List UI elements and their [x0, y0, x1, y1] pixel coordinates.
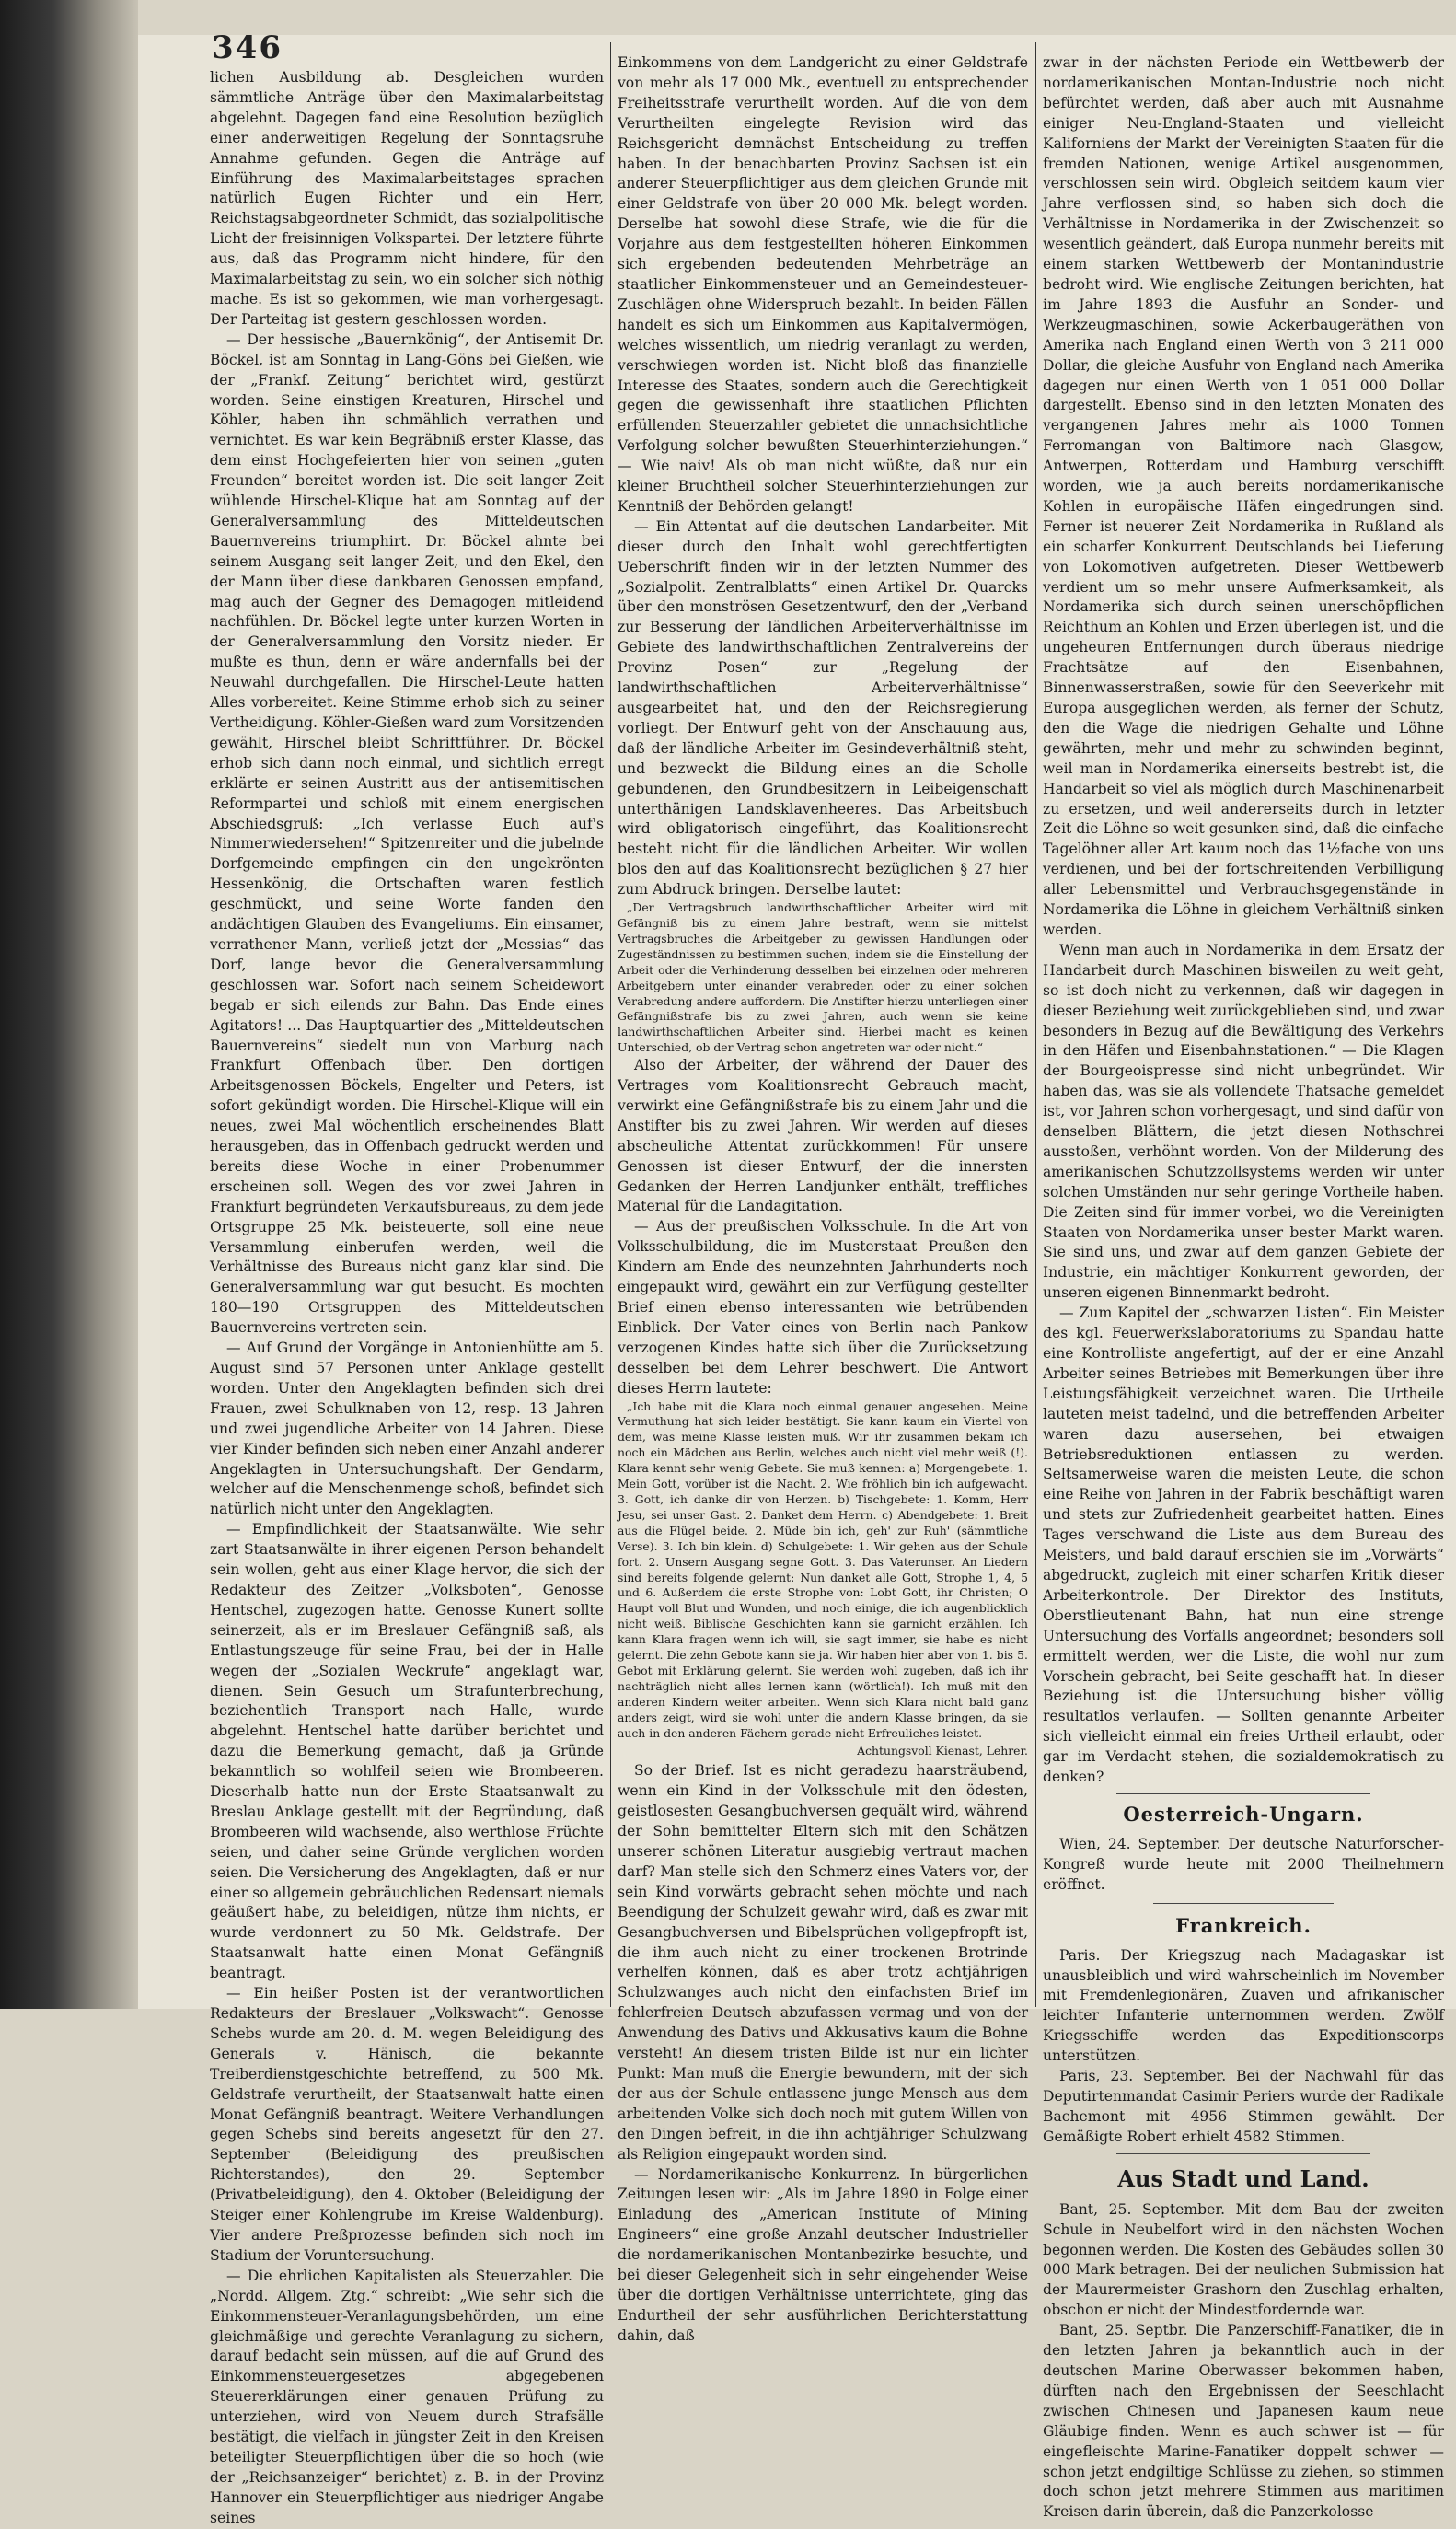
teacher-letter-quote: „Ich habe mit die Klara noch einmal genauer angesehen. Meine Vermuthung hat sich leider bestätigt. Sie kann kaum ein Viertel von dem, was meine Klasse leisten muß. Wir ihr zusammen bekam ich noch ein Mädchen aus Berlin, welches auch nicht viel mehr weiß (!). Klara kennt sehr wenig Gebete. Sie muß kennen: a) Morgengebete: 1. Mein Gott, vorüber ist die Nacht. 2. Wie fröhlich bin ich aufgewacht. 3. Gott, ich danke dir von Herzen. b) Tischgebete: 1. Komm, Herr Jesu, sei unser Gast. 2. Danket dem Herrn. c) Abendgebete: 1. Breit aus die Flügel beide. 2. Müde bin ich, geh' zur Ruh' (sämmtliche Verse). 3. Ich bin klein. d) Schulgebete: 1. Wir gehen aus der Schule fort. 2. Unsern Ausgang segne Gott. 3. Das Vaterunser. An Liedern sind bereits folgende gelernt: Nun danket alle Gott, Strophe 1, 4, 5 und 6. Außerdem die erste Strophe von: Lobt Gott, ihr Christen; O Haupt voll Blut und Wunden, und noch einige, die ich augenblicklich nicht weiß. Biblische Geschichten kann sie garnicht erzählen. Ich kann Klara fragen wenn ich will, sie sagt immer, sie habe es nicht gelernt. Die zehn Gebote kann sie ja. Wir haben hier aber von 1. bis 5. Gebot mit Erklärung gelernt. Sie werden wohl zugeben, daß ich ihr nachträglich nicht alles lernen kann (wörtlich!). Ich muß mit den anderen Kindern weiter arbeiten. Wenn sich Klara nicht bald ganz anders zeigt, wird sie wohl unter die andern Klasse bringen, da sie auch in den anderen Fächern gerade nicht Erfreuliches leistet. — [618, 1398, 1028, 1740]
article-kapitalisten: — Die ehrlichen Kapitalisten als Steuerzahler. Die „Nordd. Allgem. Ztg.“ schreibt: „Wie sehr sich die Einkommensteuer-Veranlagungsbehörden, um eine gleichmäßige und gerechte Veranlagung zu sichern, darauf bedacht sein müssen, auf die auf Grund des Einkommensteuergesetzes abgegebenen Steuererklärungen einer genauen Prüfung zu unterziehen, wird von Neuem durch Strafsälle bestätigt, die vielfach in jüngster Zeit in den Kreisen beteiligter Steuerpflichtigen über die so hoch (wie der „Reichsanzeiger“ berichtet) z. B. in der Provinz Hannover ein Steuerpflichtiger aus niedriger Angabe seines — [210, 2267, 604, 2526]
article-paragraph: Einkommens von dem Landgericht zu einer Geldstrafe von mehr als 17 000 Mk., eventuell zu entsprechender Freiheitsstrafe verurtheilt worden. Auf die von dem Verurtheilten eingelegte Revision wird das Reichsgericht demnächst Entscheidung zu treffen haben. In der benachbarten Provinz Sachsen ist ein anderer Steuerpflichtiger aus dem gleichen Grunde mit einer Geldstrafe von über 20 000 Mk. belegt worden. Derselbe hat sowohl diese Strafe, wie die für die Vorjahre aus dem festgestellten höheren Einkommen sich ergebenden bedeutenden Mehrbeträge an staatlicher Einkommensteuer und an Gemeindesteuer-Zuschlägen ohne Widerspruch bezahlt. In beiden Fällen handelt es sich um Einkommen aus Kapitalvermögen, welches wissentlich, um niedrig veranlagt zu werden, verschwiegen worden ist. Nicht bloß das finanzielle Interesse des Staates, sondern auch die Gerechtigkeit gegen die gewissenhaft ihre staatlichen Pflichten erfüllenden Steuerzahler gebietet die unnachsichtliche Verfolgung solcher bewußten Steuerhinterziehungen.“ — Wie naiv! Als ob man nicht wüßte, daß nur ein kleiner Bruchtheil solcher Steuerhinterziehungen zur Kenntniß der Behörden gelangt! — [618, 54, 1028, 515]
article-paragraph: Wenn man auch in Nordamerika in dem Ersatz der Handarbeit durch Maschinen bisweilen zu weit geht, so ist doch nicht zu verkennen, daß wir dagegen in dieser Beziehung weit zurückgeblieben sind, und zwar besonders in Bezug auf die Bewältigung des Verkehrs in den Häfen und Eisenbahnstationen.“ — Die Klagen der Bourgeoispresse sind nicht unbegründet. Wir haben das, was sie als vollendete Thatsache gemeldet ist, vor Jahren schon vorhergesagt, und sind dafür von denselben Blättern, die jetzt diesen Nothschrei ausstoßen, verhöhnt worden. Von der Milderung des amerikanischen Schutzzollsystems werden wir unter solchen Umständen nur sehr geringe Vortheile haben. Die Zeiten sind für immer vorbei, wo die Vereinigten Staaten von Nordamerika unser bester Markt waren. Sie sind uns, und zwar auf dem ganzen Gebiete der Industrie, ein mächtiger Konkurrent geworden, der unseren eigenen Binnenmarkt bedroht. — [1043, 941, 1444, 1302]
article-paragraph: Also der Arbeiter, der während der Dauer des Vertrages vom Koalitionsrecht Gebrauch macht, verwirkt eine Gefängnißstrafe bis zu einem Jahr und die Anstifter bis zu zwei Jahren. Wir werden auf dieses abscheuliche Attentat zurückkommen! Für unsere Genossen ist dieser Entwurf, der die innersten Gedanken der Herren Landjunker enthält, treffliches Material für die Landagitation. — [618, 1057, 1028, 1215]
article-paragraph: So der Brief. Ist es nicht geradezu haarsträubend, wenn ein Kind in der Volksschule mit den ödesten, geistlosesten Gesangbuchversen gequält wird, während der Sohn bemittelter Eltern sich mit den Schätzen unserer schönen Literatur ausgiebig vertraut machen darf? Man stelle sich den Schmerz eines Vaters vor, der sein Kind vorwärts gebracht sehen möchte und nach Beendigung der Schulzeit gewahr wird, daß es zwar mit Gesangbuchversen und Bibelsprüchen vollgepfropft ist, die ihm auch nicht zu einer trockenen Brotrinde verhelfen können, daß es aber trotz achtjährigen Schulzwanges auch nicht den einfachsten Brief im fehlerfreien Deutsch abzufassen vermag und von der Anwendung des Dativs und Akkusativs kaum die Bohne versteht! An diesem tristen Bilde ist nur ein lichter Punkt: Man muß die Energie bewundern, mit der sich der aus der Schule entlassene junge Mensch aus dem arbeitenden Volke sich doch noch mit gutem Willen von den Dingen befreit, in die ihn achtjähriger Schulzwang als Religion eingepaukt worden sind. — [618, 1762, 1028, 2163]
newspaper-page — [138, 29, 1456, 2526]
article-bauernkoenig: — Der hessische „Bauernkönig“, der Antisemit Dr. Böckel, ist am Sonntag in Lang-Göns bei Gießen, wie der „Frankf. Zeitung“ berichtet wird, gestürzt worden. Seine einstigen Kreaturen, Hirschel und Köhler, haben ihn schmählich verrathen und vernichtet. Es war kein Begräbniß erster Klasse, das dem einst Hochgefeierten hier von seinen „guten Freunden“ bereitet worden ist. Die seit langer Zeit wühlende Hirschel-Klique hat am Sonntag auf der Generalversammlung des Mitteldeutschen Bauernvereins triumphirt. Dr. Böckel ahnte bei seinem Ausgang seit langer Zeit, und den Ekel, den der Mann über diese dankbaren Genossen empfand, mag auch der Gegner des Demagogen mitleidend nachfühlen. Dr. Böckel legte unter kurzen Worten in der Generalversammlung den Vorsitz nieder. Er mußte es thun, denn er wäre andernfalls bei der Neuwahl durchgefallen. Die Hirschel-Leute hatten Alles vorbereitet. Keine Stimme erhob sich zu seiner Vertheidigung. Köhler-Gießen ward zum Vorsitzenden gewählt, Hirschel bleibt Schriftführer. Dr. Böckel erhob sich dann noch einmal, und sichtlich erregt erklärte er seinen Austritt aus der antisemitischen Reformpartei und schloß mit einem energischen Abschiedsgruß: „Ich verlasse Euch auf's Nimmerwiedersehen!“ Spitzenreiter und die jubelnde Dorfgemeinde empfingen ein den ungekrönten Hessenkönig, die Ortschaften waren festlich geschmückt, und seine Worte fanden den andächtigen Glauben des Evangeliums. Ein einsamer, verrathener Mann, verließ jetzt der „Messias“ das Dorf, lange bevor die Generalversammlung geschlossen war. Sofort nach seinem Scheidewort begab er sich eilends zur Bahn. Das Ende eines Agitators! ... Das Hauptquartier des „Mitteldeutschen Bauernvereins“ siedelt nun von Marburg nach Frankfurt Offenbach über. Den dortigen Arbeitsgenossen Böckels, Engelter und Peters, ist sofort gekündigt worden. Die Hirschel-Klique will ein neues, zwei Mal wöchentlich erscheinendes Blatt herausgeben, das in Offenbach gedruckt werden und bereits diese Woche in einer Probenummer erscheinen soll. Wegen des vor zwei Jahren in Frankfurt begründeten Verkaufsbureaus, zu dem jede Ortsgruppe 25 Mk. beisteuerte, soll eine neue Versammlung einberufen werden, weil die Verhältnisse des Bureaus nicht ganz klar sind. Die Generalversammlung war gut besucht. Es mochten 180—190 Ortsgruppen des Mitteldeutschen Bauernvereins vertreten sein. — [210, 331, 604, 1337]
column-1 — [210, 68, 604, 2526]
news-paris-nachwahl: Paris, 23. September. Bei der Nachwahl für das Deputirtenmandat Casimir Periers wurde der Radikale Bachemont mit 4956 Stimmen gewählt. Der Gemäßigte Robert erhielt 4582 Stimmen. — [1043, 2068, 1444, 2145]
page-number: 346 — [212, 29, 283, 66]
column-2 — [618, 53, 1028, 2344]
section-divider — [1153, 1903, 1334, 1904]
section-divider — [1116, 1793, 1370, 1794]
section-divider — [1116, 2153, 1370, 2154]
article-landarbeiter: — Ein Attentat auf die deutschen Landarbeiter. Mit dieser durch den Inhalt wohl gerechtfertigten Ueberschrift finden wir in der letzten Nummer des „Sozialpolit. Zentralblatts“ einen Artikel Dr. Quarcks über den monströsen Gesetzentwurf, den der „Verband zur Besserung der ländlichen Arbeiterverhältnisse im Gebiete des landwirthschaftlichen Zentralvereins der Provinz Posen“ zur „Regelung der landwirthschaftlichen Arbeiterverhältnisse“ ausgearbeitet hat, und den der Reichsregierung vorliegt. Der Entwurf geht von der Anschauung aus, daß der ländliche Arbeiter im Gesindeverhältniß steht, und bezweckt die Bildung eines an die Scholle gebundenen, den Grundbesitzern in Leibeigenschaft unterthänigen Landsklavenheeres. Das Arbeitsbuch wird obligatorisch eingeführt, das Koalitionsrecht besteht nicht für die ländlichen Arbeiter. Wir wollen blos den auf das Koalitionsrecht bezüglichen § 27 hier zum Abdruck bringen. Derselbe lautet: — [618, 517, 1028, 899]
article-paragraph: zwar in der nächsten Periode ein Wettbewerb der nordamerikanischen Montan-Industrie noch nicht befürchtet werden, daß aber auch mit Ausnahme einiger Neu-England-Staaten und vielleicht Kaliforniens der Markt der Vereinigten Staaten für die fremden Nationen, wenige Artikel ausgenommen, verschlossen sein wird. Obgleich seitdem kaum vier Jahre verflossen sind, so haben sich doch die Verhältnisse in Nordamerika in der Zwischenzeit so wesentlich geändert, daß Europa nunmehr bereits mit einem starken Wettbewerb der Montanindustrie bedroht wird. Wie englische Zeitungen berichten, hat im Jahre 1893 die Ausfuhr an Sonder- und Werkzeugmaschinen, sowie Ackerbaugeräthen von Amerika nach England einen Werth von 3 211 000 Dollar, die gleiche Ausfuhr von England nach Amerika dagegen nur einen Werth von 1 051 000 Dollar dargestellt. Ebenso sind in den letzten Monaten des vergangenen Jahres mehr als 1000 Tonnen Ferromangan von Baltimore nach Glasgow, Antwerpen, Rotterdam und Hamburg verschifft worden, wie ja auch bereits nordamerikanische Kohlen in europäische Häfen eingedrungen sind. Ferner ist neuerer Zeit Nordamerika in Rußland als ein scharfer Konkurrent Deutschlands bei Lieferung von Lokomotiven aufgetreten. Dieser Wettbewerb verdient um so mehr unsere Aufmerksamkeit, als Nordamerika sich durch seinen unerschöpflichen Reichthum an Kohlen und Erzen überlegen ist, und die ungeheuren Entfernungen durch überaus niedrige Frachtsätze auf den Eisenbahnen, Binnenwasserstraßen, sowie für den Seeverkehr mit Europa ausgeglichen werden, als ferner der Schutz, den die Wage die niedrigen Gehalte und Löhne gewährten, mehr und mehr zu schwinden beginnt, weil man in Nordamerika einerseits bestrebt ist, die Handarbeit so viel als möglich durch Maschinenarbeit zu ersetzen, und weil andererseits durch in letzter Zeit die Löhne so weit gesunken sind, daß die einfache Tagelöhner aller Art kaum noch das 1½fache von uns verdienen, und bei der fortschreitenden Verbilligung aller Lebensmittel und Verbrauchsgegenstände in Nordamerika die Löhne in gleichem Verhältniß sinken werden. — [1043, 54, 1444, 938]
section-heading-oesterreich: Oesterreich-Ungarn. — [1123, 1802, 1364, 1826]
book-binding-spine — [0, 0, 138, 2009]
news-paris-madagaskar: Paris. Der Kriegszug nach Madagaskar ist unausbleiblich und wird wahrscheinlich im November mit Fremdenlegionären, Zuaven und afrikanischer leichter Infanterie unternommen werden. Zwölf Kriegsschiffe werden das Expeditionscorps unterstützen. — [1043, 1946, 1444, 2065]
article-paragraph: lichen Ausbildung ab. Desgleichen wurden sämmtliche Anträge über den Maximalarbeitstag abgelehnt. Dagegen fand eine Resolution bezüglich einer anderweitigen Regelung der Sonntagsruhe Annahme gefunden. Gegen die Anträge auf Einführung des Maximalarbeitstages sprachen natürlich Eugen Richter und ein Herr, Reichstagsabgeordneter Schmidt, das sozialpolitische Licht der freisinnigen Volkspartei. Der letztere führte aus, daß das Programm nicht hindere, für den Maximalarbeitstag zu sein, wo ein solcher sich nöthig mache. Es ist so gekommen, wie man vorhergesagt. Der Parteitag ist gestern geschlossen worden. — [210, 69, 604, 328]
news-bant-schule: Bant, 25. September. Mit dem Bau der zweiten Schule in Neubelfort wird in den nächsten Wochen begonnen werden. Die Kosten des Gebäudes sollen 30 000 Mark betragen. Bei der neulichen Submission hat der Maurermeister Grashorn den Zuschlag erhalten, obschon er nicht der Mindestfordernde war. — [1043, 2200, 1444, 2319]
letter-signature: Achtungsvoll Kienast, Lehrer. — [857, 1744, 1028, 1758]
column-3 — [1043, 53, 1444, 2521]
article-staatsanwaelte: — Empfindlichkeit der Staatsanwälte. Wie sehr zart Staatsanwälte in ihrer eigenen Person behandelt sein wollen, geht aus einer Klage hervor, die sich der Redakteur des Zeitzer „Volksboten“, Genosse Hentschel, zugezogen hatte. Genosse Kunert sollte seinerzeit, als er im Breslauer Gefängniß saß, als Entlastungszeuge für seine Frau, bei der in Halle wegen der „Sozialen Weckrufe“ angeklagt war, dienen. Sein Gesuch um Strafunterbrechung, beziehentlich Transport nach Halle, wurde abgelehnt. Hentschel hatte darüber berichtet und dazu die Bemerkung gemacht, daß ja Gründe bekanntlich so wohlfeil seien wie Brombeeren. Dieserhalb hatte nun der Erste Staatsanwalt zu Breslau Anklage gestellt mit der Begründung, daß Brombeeren wild wachsende, also werthlose Früchte seien, und daher seine Gründe verglichen worden seien. Die Versicherung des Angeklagten, daß er nur einer so allgemein gebräuchlichen Redensart niemals geäußert habe, zu beleidigen, nütze ihm nichts, er wurde verdonnert zu 50 Mk. Geldstrafe. Der Staatsanwalt hatte einen Monat Gefängniß beantragt. — [210, 1521, 604, 1982]
news-bant-panzerschiff: Bant, 25. Septbr. Die Panzerschiff-Fanatiker, die in den letzten Jahren ja bekanntlich auch in der deutschen Marine Oberwasser bekommen haben, dürften nach den Ergebnissen der Seeschlacht zwischen Chinesen und Japanesen kaum neue Gläubige finden. Wenn es auch schwer ist — für eingefleischte Marine-Fanatiker doppelt schwer — schon jetzt endgiltige Schlüsse zu ziehen, so stimmen doch schon jetzt mehrere Stimmen aus maritimen Kreisen darin überein, daß die Panzerkolosse — [1043, 2322, 1444, 2521]
law-quote-paragraph-27: „Der Vertragsbruch landwirthschaftlicher Arbeiter wird mit Gefängniß bis zu einem Jahre bestraft, wenn sie mittelst Vertragsbruches die Arbeitgeber zu gewissen Handlungen oder Zugeständnissen zu bestimmen suchen, indem sie die Einstellung der Arbeit oder die Verhinderung desselben bei einzelnen oder mehreren Arbeitgebern unter einander verabreden oder zu einer solchen Verabredung andere auffordern. Die Anstifter hierzu unterliegen einer Gefängnißstrafe bis zu zwei Jahren, auch wenn sie keine landwirthschaftlichen Arbeiter sind. Hierbei macht es keinen Unterschied, ob der Vertrag schon angetreten war oder nicht.“ — [618, 900, 1028, 1055]
article-heisser-posten: — Ein heißer Posten ist der verantwortlichen Redakteurs der Breslauer „Volkswacht“. Genosse Schebs wurde am 20. d. M. wegen Beleidigung des Generals v. Hänisch, die bekannte Treiberdienstgeschichte betreffend, zu 500 Mk. Geldstrafe verurtheilt, der Staatsanwalt hatte einen Monat Gefängniß beantragt. Weitere Verhandlungen gegen Schebs sind bereits angesetzt für den 27. September (Beleidigung des preußischen Richterstandes), den 29. September (Privatbeleidigung), den 4. Oktober (Beleidigung der Steiger einer Kohlengrube im Kreise Waldenburg). Vier andere Preßprozesse befinden sich noch im Stadium der Voruntersuchung. — [210, 1985, 604, 2264]
column-rule-2 — [1035, 42, 1036, 2007]
column-rule-1 — [610, 42, 611, 2007]
article-antonienhuette: — Auf Grund der Vorgänge in Antonienhütte am 5. August sind 57 Personen unter Anklage gestellt worden. Unter den Angeklagten befinden sich drei Frauen, zwei Schulknaben von 12, resp. 13 Jahren und zwei jugendliche Arbeiter von 14 Jahren. Diese vier Kinder befinden sich neben einer Anzahl anderer Angeklagten in Untersuchungshaft. Der Gendarm, welcher auf die Menschenmenge schoß, befindet sich natürlich nicht unter den Angeklagten. — [210, 1340, 604, 1518]
section-heading-stadt-und-land: Aus Stadt und Land. — [1117, 2164, 1369, 2192]
article-volksschule: — Aus der preußischen Volksschule. In die Art von Volksschulbildung, die im Musterstaat Preußen den Kindern am Ende des neunzehnten Jahrhunderts noch eingepaukt wird, gewährt ein zur Verfügung gestellter Brief einen ebenso interessanten wie betrübenden Einblick. Der Vater eines von Berlin nach Pankow verzogenen Kindes hatte sich über die Zurücksetzung desselben bei dem Lehrer beschwert. Die Antwort dieses Herrn lautete: — [618, 1218, 1028, 1397]
news-wien: Wien, 24. September. Der deutsche Naturforscher-Kongreß wurde heute mit 2000 Theilnehmern eröffnet. — [1043, 1835, 1444, 1893]
article-schwarze-listen: — Zum Kapitel der „schwarzen Listen“. Ein Meister des kgl. Feuerwerkslaboratoriums zu Spandau hatte eine Kontrolliste angefertigt, auf der er eine Anzahl Arbeiter seines Betriebes mit Bemerkungen über ihre Leistungsfähigkeit verzeichnet waren. Die Urtheile lauteten meist tadelnd, und die betreffenden Arbeiter waren dazu ausersehen, bei etwaigen Betriebsreduktionen entlassen zu werden. Seltsamerweise waren die meisten Leute, die schon eine Reihe von Jahren in der Fabrik beschäftigt waren und stets zur Zufriedenheit gearbeitet hatten. Eines Tages verschwand die Liste aus dem Bureau des Meisters, und bald darauf erschien sie im „Vorwärts“ abgedruckt, zugleich mit einer scharfen Kritik dieser Arbeiterkontrole. Der Direktor des Instituts, Oberstlieutenant Bahn, hat nun eine strenge Untersuchung des Vorfalls angeordnet; besonders soll ermittelt werden, wer die Liste, die wohl nur zum Vorschein gebracht, bei Seite geschafft hat. In dieser Beziehung ist die Untersuchung bisher völlig resultatlos verlaufen. — Sollten genannte Arbeiter sich vielleicht einmal ein freies Urtheil erlaubt, oder gar im Verdacht stehen, die sozialdemokratisch zu denken? — [1043, 1305, 1444, 1786]
section-heading-frankreich: Frankreich. — [1175, 1913, 1312, 1937]
article-nordamerika: — Nordamerikanische Konkurrenz. In bürgerlichen Zeitungen lesen wir: „Als im Jahre 1890 in Folge einer Einladung des „American Institute of Mining Engineers“ eine große Anzahl deutscher Industrieller die nordamerikanischen Montanbezirke besuchte, und bei dieser Gelegenheit sich in sehr eingehender Weise über die dortigen Verhältnisse unterrichtete, ging das Endurtheil der sehr ausführlichen Berichterstattung dahin, daß — [618, 2165, 1028, 2344]
